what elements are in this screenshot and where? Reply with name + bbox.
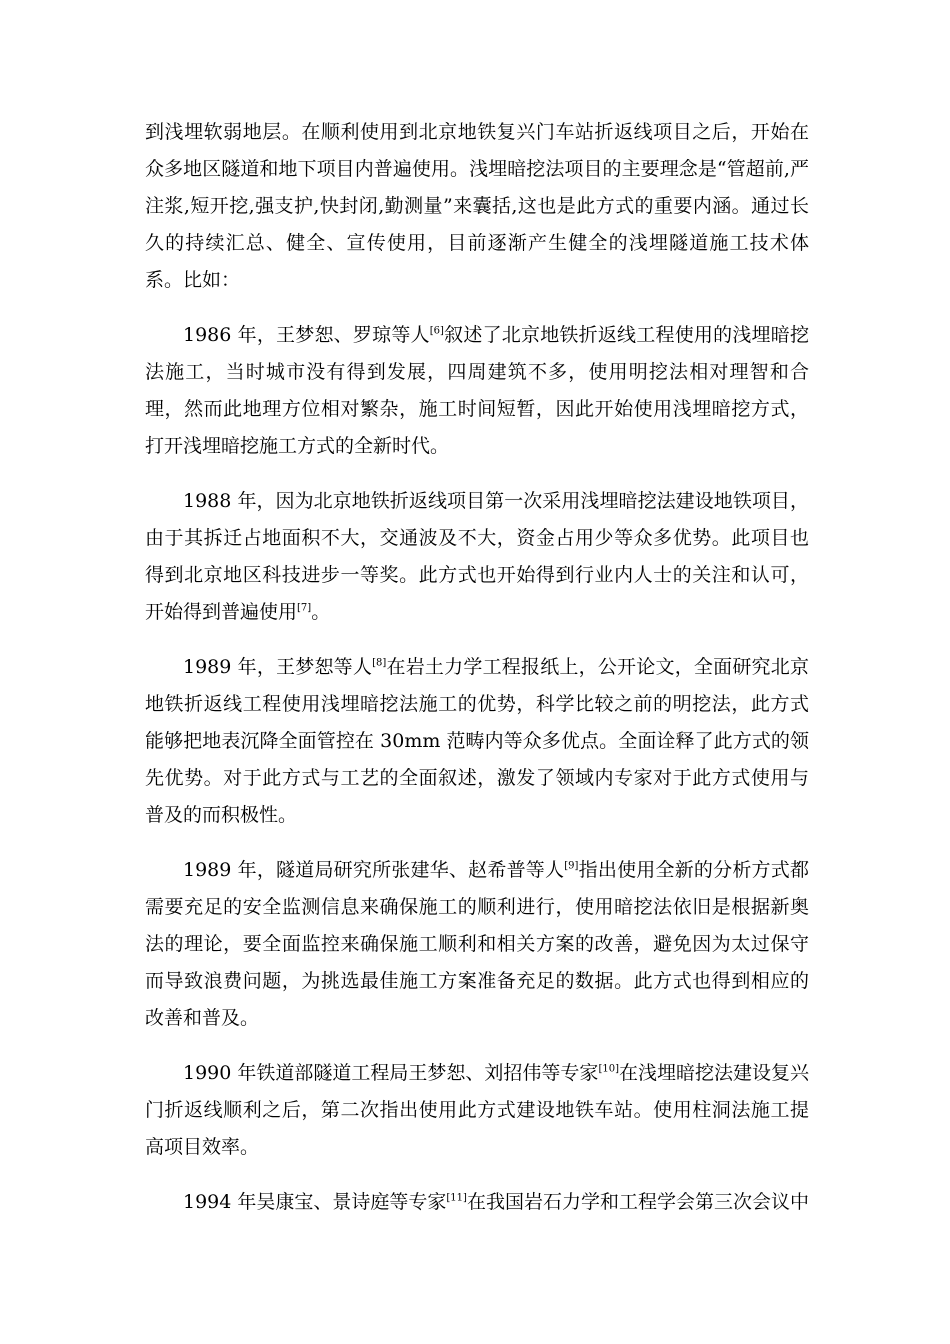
paragraph-text: 指出使用全新的分析方式都需要充足的安全监测信息来确保施工的顺利进行，使用暗挖法依旧是根据新奥法的理论，要全面监控来确保施工顺利和相关方案的改善，避免因为太过保守而导致浪费问题，为挑选最佳施工方案准备充足的数据。此方式也得到相应的改善和普及。 <box>145 859 809 1029</box>
paragraph-text: 1989 年，隧道局研究所张建华、赵希普等人 <box>183 859 565 881</box>
paragraph-text: 在我国岩石力学和工程学会第三次会议中 <box>466 1191 809 1213</box>
paragraph <box>145 114 809 299</box>
paragraph-text: 1989 年，王梦恕等人 <box>183 656 373 678</box>
paragraph <box>145 1184 809 1221</box>
paragraph-text: 1990 年铁道部隧道工程局王梦恕、刘招伟等专家 <box>183 1062 599 1084</box>
citation-ref: [7] <box>297 602 312 614</box>
document-body <box>145 114 809 1239</box>
paragraph-text: 1986 年，王梦恕、罗琼等人 <box>183 324 430 346</box>
citation-ref: [11] <box>446 1192 467 1204</box>
paragraph-text: 在浅埋暗挖法建设复兴门折返线顺利之后，第二次指出使用此方式建设地铁车站。使用柱洞法施工提高项目效率。 <box>145 1062 809 1158</box>
paragraph <box>145 649 809 834</box>
paragraph <box>145 317 809 465</box>
paragraph-text: 1994 年吴康宝、景诗庭等专家 <box>183 1191 447 1213</box>
paragraph-text: 叙述了北京地铁折返线工程使用的浅埋暗挖法施工，当时城市没有得到发展，四周建筑不多，使用明挖法相对理智和合理，然而此地理方位相对繁杂，施工时间短暂，因此开始使用浅埋暗挖方式，打开浅埋暗挖施工方式的全新时代。 <box>145 324 809 457</box>
citation-ref: [9] <box>564 860 579 872</box>
paragraph-text: 。 <box>311 601 331 623</box>
paragraph <box>145 1055 809 1166</box>
paragraph-text: 1988 年，因为北京地铁折返线项目第一次采用浅埋暗挖法建设地铁项目，由于其拆迁占地面积不大，交通波及不大，资金占用少等众多优势。此项目也得到北京地区科技进步一等奖。此方式也开始得到行业内人士的关注和认可，开始得到普遍使用 <box>145 490 809 623</box>
paragraph <box>145 852 809 1037</box>
citation-ref: [8] <box>372 657 387 669</box>
citation-ref: [6] <box>429 325 444 337</box>
paragraph <box>145 483 809 631</box>
paragraph-text: 在岩土力学工程报纸上，公开论文，全面研究北京地铁折返线工程使用浅埋暗挖法施工的优势，科学比较之前的明挖法，此方式能够把地表沉降全面管控在 30mm 范畴内等众多优点。全面诠释了此方式的领先优势。对于此方式与工艺的全面叙述，激发了领域内专家对于此方式使用与普及的而积极性。 <box>145 656 809 826</box>
paragraph-text: 到浅埋软弱地层。在顺利使用到北京地铁复兴门车站折返线项目之后，开始在众多地区隧道和地下项目内普遍使用。浅埋暗挖法项目的主要理念是“管超前,严注浆,短开挖,强支护,快封闭,勤测量”来囊括,这也是此方式的重要内涵。通过长久的持续汇总、健全、宣传使用，目前逐渐产生健全的浅埋隧道施工技术体系。比如： <box>145 121 809 291</box>
citation-ref: [10] <box>598 1063 619 1075</box>
